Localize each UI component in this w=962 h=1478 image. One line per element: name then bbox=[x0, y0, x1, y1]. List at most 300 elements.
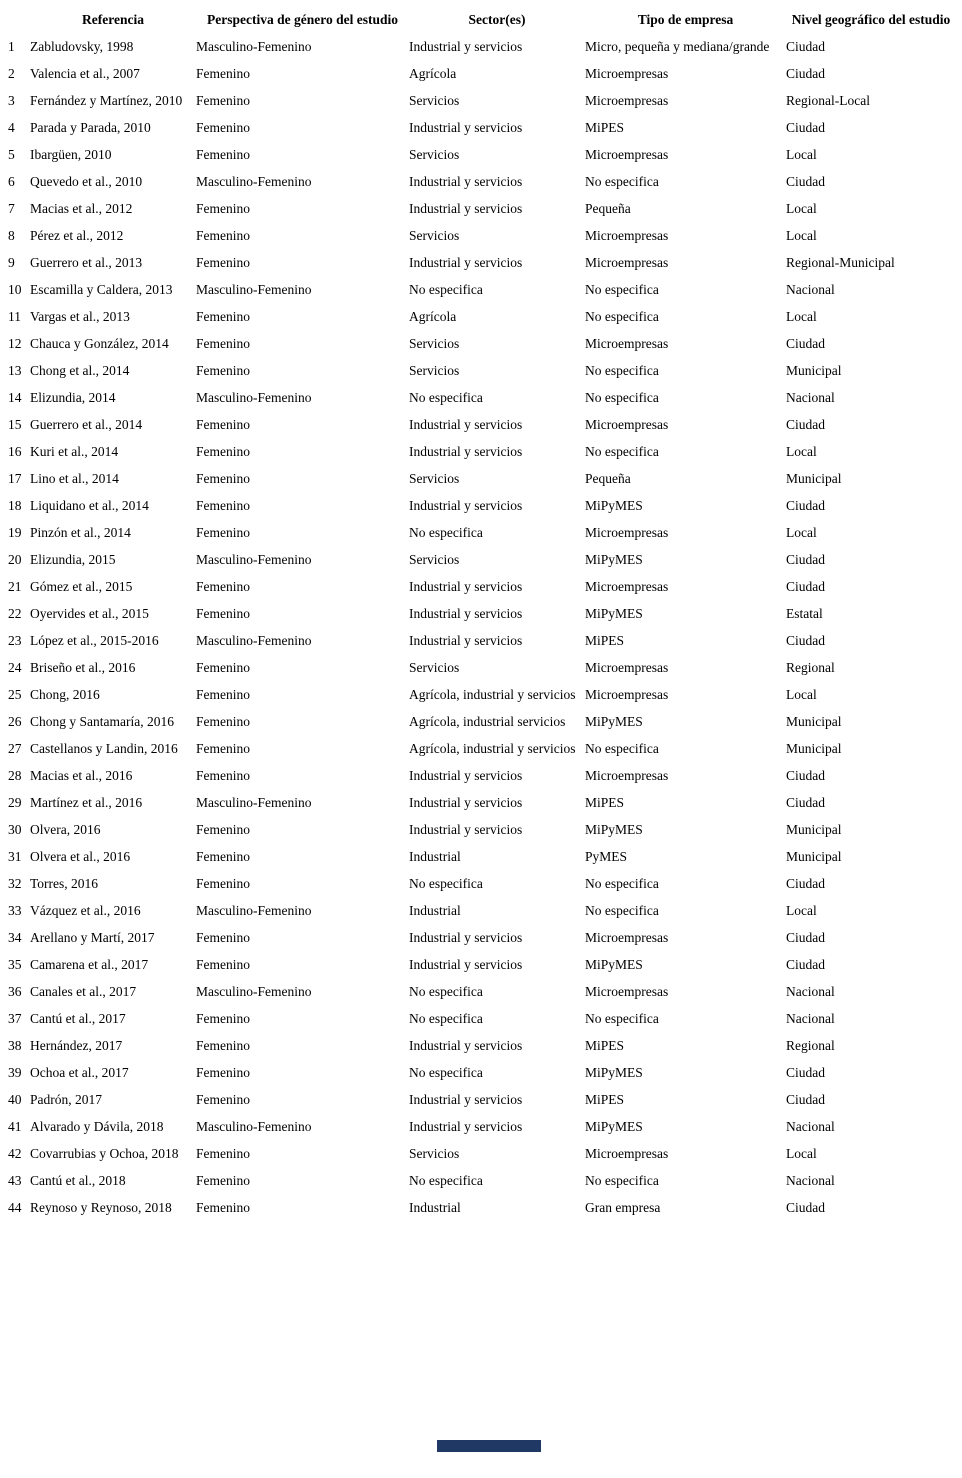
table-row bbox=[8, 492, 956, 519]
tipo-cell: Microempresas bbox=[585, 146, 669, 162]
sector-cell: Industrial y servicios bbox=[409, 956, 523, 972]
perspectiva-cell: Femenino bbox=[196, 1199, 250, 1215]
table-row bbox=[8, 735, 956, 762]
sector-cell: No especifica bbox=[409, 1172, 483, 1188]
nivel-cell: Ciudad bbox=[786, 767, 825, 783]
table-row bbox=[8, 951, 956, 978]
row-number: 30 bbox=[8, 821, 22, 837]
nivel-cell: Nacional bbox=[786, 983, 835, 999]
referencia-cell: Padrón, 2017 bbox=[30, 1091, 102, 1107]
sector-cell: Industrial y servicios bbox=[409, 173, 523, 189]
referencia-cell: Chong, 2016 bbox=[30, 686, 100, 702]
tipo-cell: MiPyMES bbox=[585, 497, 643, 513]
perspectiva-cell: Femenino bbox=[196, 875, 250, 891]
nivel-cell: Ciudad bbox=[786, 1091, 825, 1107]
table-row bbox=[8, 87, 956, 114]
referencia-cell: Olvera, 2016 bbox=[30, 821, 101, 837]
table-row bbox=[8, 222, 956, 249]
table-row bbox=[8, 1059, 956, 1086]
column-header-tipo: Tipo de empresa bbox=[637, 12, 734, 27]
row-number: 11 bbox=[8, 308, 21, 324]
sector-cell: Industrial y servicios bbox=[409, 497, 523, 513]
tipo-cell: Microempresas bbox=[585, 767, 669, 783]
nivel-cell: Nacional bbox=[786, 1118, 835, 1134]
perspectiva-cell: Femenino bbox=[196, 1037, 250, 1053]
nivel-cell: Local bbox=[786, 308, 817, 324]
tipo-cell: No especifica bbox=[585, 1172, 659, 1188]
table-row bbox=[8, 519, 956, 546]
sector-cell: Industrial y servicios bbox=[409, 929, 523, 945]
referencia-cell: Escamilla y Caldera, 2013 bbox=[30, 281, 173, 297]
table-row bbox=[8, 573, 956, 600]
tipo-cell: MiPES bbox=[585, 119, 625, 135]
referencia-cell: Reynoso y Reynoso, 2018 bbox=[30, 1199, 172, 1215]
table-row bbox=[8, 897, 956, 924]
perspectiva-cell: Femenino bbox=[196, 578, 250, 594]
nivel-cell: Ciudad bbox=[786, 632, 825, 648]
nivel-cell: Ciudad bbox=[786, 1199, 825, 1215]
table-row bbox=[8, 168, 956, 195]
tipo-cell: No especifica bbox=[585, 389, 659, 405]
referencia-cell: Briseño et al., 2016 bbox=[30, 659, 136, 675]
row-number: 17 bbox=[8, 470, 22, 486]
sector-cell: Industrial y servicios bbox=[409, 443, 523, 459]
row-number: 41 bbox=[8, 1118, 22, 1134]
table-row bbox=[8, 1005, 956, 1032]
table-row bbox=[8, 438, 956, 465]
sector-cell: Industrial y servicios bbox=[409, 38, 523, 54]
tipo-cell: PyMES bbox=[585, 848, 628, 864]
nivel-cell: Ciudad bbox=[786, 1064, 825, 1080]
referencia-cell: López et al., 2015-2016 bbox=[30, 632, 159, 648]
row-number: 27 bbox=[8, 740, 22, 756]
tipo-cell: Microempresas bbox=[585, 416, 669, 432]
sector-cell: Industrial y servicios bbox=[409, 119, 523, 135]
referencia-cell: Macias et al., 2016 bbox=[30, 767, 133, 783]
perspectiva-cell: Femenino bbox=[196, 65, 250, 81]
perspectiva-cell: Femenino bbox=[196, 146, 250, 162]
tipo-cell: Microempresas bbox=[585, 686, 669, 702]
perspectiva-cell: Masculino-Femenino bbox=[196, 38, 312, 54]
sector-cell: Industrial bbox=[409, 902, 461, 918]
row-number: 26 bbox=[8, 713, 22, 729]
referencia-cell: Gómez et al., 2015 bbox=[30, 578, 133, 594]
perspectiva-cell: Femenino bbox=[196, 524, 250, 540]
row-number: 22 bbox=[8, 605, 22, 621]
nivel-cell: Nacional bbox=[786, 281, 835, 297]
tipo-cell: No especifica bbox=[585, 281, 659, 297]
table-row bbox=[8, 654, 956, 681]
row-number: 4 bbox=[8, 119, 15, 135]
table-row bbox=[8, 33, 956, 60]
row-number: 14 bbox=[8, 389, 22, 405]
table-row bbox=[8, 303, 956, 330]
sector-cell: Industrial bbox=[409, 848, 461, 864]
sector-cell: Agrícola, industrial y servicios bbox=[409, 686, 576, 702]
row-number: 19 bbox=[8, 524, 22, 540]
sector-cell: No especifica bbox=[409, 524, 483, 540]
perspectiva-cell: Masculino-Femenino bbox=[196, 1118, 312, 1134]
row-number: 37 bbox=[8, 1010, 22, 1026]
tipo-cell: No especifica bbox=[585, 173, 659, 189]
perspectiva-cell: Femenino bbox=[196, 92, 250, 108]
column-header-nivel: Nivel geográfico del estudio bbox=[791, 12, 951, 27]
row-number: 32 bbox=[8, 875, 22, 891]
tipo-cell: MiPyMES bbox=[585, 551, 643, 567]
row-number: 36 bbox=[8, 983, 22, 999]
nivel-cell: Local bbox=[786, 227, 817, 243]
nivel-cell: Ciudad bbox=[786, 497, 825, 513]
sector-cell: Servicios bbox=[409, 92, 460, 108]
row-number: 33 bbox=[8, 902, 22, 918]
table-row bbox=[8, 843, 956, 870]
nivel-cell: Local bbox=[786, 686, 817, 702]
table-row bbox=[8, 924, 956, 951]
referencia-cell: Kuri et al., 2014 bbox=[30, 443, 119, 459]
nivel-cell: Ciudad bbox=[786, 929, 825, 945]
perspectiva-cell: Femenino bbox=[196, 416, 250, 432]
row-number: 25 bbox=[8, 686, 22, 702]
tipo-cell: Microempresas bbox=[585, 335, 669, 351]
tipo-cell: No especifica bbox=[585, 740, 659, 756]
referencia-cell: Vargas et al., 2013 bbox=[30, 308, 130, 324]
nivel-cell: Local bbox=[786, 1145, 817, 1161]
table-row bbox=[8, 762, 956, 789]
perspectiva-cell: Masculino-Femenino bbox=[196, 902, 312, 918]
perspectiva-cell: Masculino-Femenino bbox=[196, 281, 312, 297]
table-row bbox=[8, 114, 956, 141]
table-row bbox=[8, 249, 956, 276]
table-row bbox=[8, 789, 956, 816]
perspectiva-cell: Femenino bbox=[196, 1064, 250, 1080]
table-row bbox=[8, 600, 956, 627]
nivel-cell: Ciudad bbox=[786, 794, 825, 810]
referencia-cell: Elizundia, 2014 bbox=[30, 389, 116, 405]
tipo-cell: Microempresas bbox=[585, 659, 669, 675]
table-row bbox=[8, 627, 956, 654]
sector-cell: Industrial y servicios bbox=[409, 1037, 523, 1053]
nivel-cell: Ciudad bbox=[786, 65, 825, 81]
sector-cell: Servicios bbox=[409, 227, 460, 243]
row-number: 40 bbox=[8, 1091, 22, 1107]
tipo-cell: No especifica bbox=[585, 362, 659, 378]
sector-cell: Industrial y servicios bbox=[409, 821, 523, 837]
sector-cell: Agrícola, industrial servicios bbox=[409, 713, 566, 729]
sector-cell: Servicios bbox=[409, 335, 460, 351]
referencia-cell: Chong y Santamaría, 2016 bbox=[30, 713, 174, 729]
tipo-cell: Gran empresa bbox=[585, 1199, 661, 1215]
referencia-cell: Cantú et al., 2017 bbox=[30, 1010, 126, 1026]
row-number: 15 bbox=[8, 416, 22, 432]
nivel-cell: Ciudad bbox=[786, 875, 825, 891]
tipo-cell: Micro, pequeña y mediana/grande bbox=[585, 38, 770, 54]
tipo-cell: No especifica bbox=[585, 902, 659, 918]
tipo-cell: MiPyMES bbox=[585, 713, 643, 729]
perspectiva-cell: Femenino bbox=[196, 119, 250, 135]
perspectiva-cell: Femenino bbox=[196, 470, 250, 486]
nivel-cell: Local bbox=[786, 146, 817, 162]
tipo-cell: MiPyMES bbox=[585, 956, 643, 972]
sector-cell: Industrial y servicios bbox=[409, 1091, 523, 1107]
referencia-cell: Chong et al., 2014 bbox=[30, 362, 130, 378]
referencia-cell: Covarrubias y Ochoa, 2018 bbox=[30, 1145, 179, 1161]
table-row bbox=[8, 1167, 956, 1194]
perspectiva-cell: Femenino bbox=[196, 956, 250, 972]
perspectiva-cell: Masculino-Femenino bbox=[196, 551, 312, 567]
row-number: 28 bbox=[8, 767, 22, 783]
table-row bbox=[8, 1194, 956, 1221]
sector-cell: Servicios bbox=[409, 362, 460, 378]
nivel-cell: Municipal bbox=[786, 740, 842, 756]
table-row bbox=[8, 1113, 956, 1140]
nivel-cell: Local bbox=[786, 443, 817, 459]
row-number: 38 bbox=[8, 1037, 22, 1053]
table-row bbox=[8, 276, 956, 303]
perspectiva-cell: Femenino bbox=[196, 200, 250, 216]
sector-cell: Servicios bbox=[409, 659, 460, 675]
perspectiva-cell: Femenino bbox=[196, 362, 250, 378]
row-number: 5 bbox=[8, 146, 15, 162]
sector-cell: Industrial y servicios bbox=[409, 578, 523, 594]
referencia-cell: Fernández y Martínez, 2010 bbox=[30, 92, 183, 108]
table-row bbox=[8, 978, 956, 1005]
nivel-cell: Regional-Municipal bbox=[786, 254, 895, 270]
perspectiva-cell: Femenino bbox=[196, 767, 250, 783]
referencia-cell: Elizundia, 2015 bbox=[30, 551, 116, 567]
nivel-cell: Ciudad bbox=[786, 38, 825, 54]
sector-cell: Servicios bbox=[409, 551, 460, 567]
table-row bbox=[8, 1086, 956, 1113]
tipo-cell: MiPES bbox=[585, 1037, 625, 1053]
perspectiva-cell: Femenino bbox=[196, 1172, 250, 1188]
table-row bbox=[8, 357, 956, 384]
table-row bbox=[8, 1140, 956, 1167]
row-number: 7 bbox=[8, 200, 15, 216]
table-row bbox=[8, 60, 956, 87]
sector-cell: Agrícola, industrial y servicios bbox=[409, 740, 576, 756]
tipo-cell: Microempresas bbox=[585, 524, 669, 540]
row-number: 43 bbox=[8, 1172, 22, 1188]
sector-cell: Industrial y servicios bbox=[409, 767, 523, 783]
sector-cell: Industrial y servicios bbox=[409, 632, 523, 648]
row-number: 24 bbox=[8, 659, 22, 675]
tipo-cell: MiPyMES bbox=[585, 1064, 643, 1080]
nivel-cell: Ciudad bbox=[786, 416, 825, 432]
sector-cell: Servicios bbox=[409, 1145, 460, 1161]
tipo-cell: Microempresas bbox=[585, 227, 669, 243]
nivel-cell: Municipal bbox=[786, 362, 842, 378]
sector-cell: No especifica bbox=[409, 875, 483, 891]
table-row bbox=[8, 816, 956, 843]
perspectiva-cell: Femenino bbox=[196, 1091, 250, 1107]
referencia-cell: Pinzón et al., 2014 bbox=[30, 524, 131, 540]
nivel-cell: Ciudad bbox=[786, 119, 825, 135]
row-number: 39 bbox=[8, 1064, 22, 1080]
referencia-cell: Arellano y Martí, 2017 bbox=[30, 929, 155, 945]
tipo-cell: MiPES bbox=[585, 1091, 625, 1107]
tipo-cell: Microempresas bbox=[585, 983, 669, 999]
perspectiva-cell: Femenino bbox=[196, 848, 250, 864]
sector-cell: No especifica bbox=[409, 281, 483, 297]
perspectiva-cell: Femenino bbox=[196, 335, 250, 351]
sector-cell: Industrial bbox=[409, 1199, 461, 1215]
nivel-cell: Ciudad bbox=[786, 173, 825, 189]
table-row bbox=[8, 465, 956, 492]
header-row bbox=[8, 7, 956, 33]
tipo-cell: MiPyMES bbox=[585, 1118, 643, 1134]
perspectiva-cell: Masculino-Femenino bbox=[196, 983, 312, 999]
row-number: 34 bbox=[8, 929, 22, 945]
perspectiva-cell: Femenino bbox=[196, 254, 250, 270]
column-header-number bbox=[8, 7, 30, 33]
referencia-cell: Castellanos y Landin, 2016 bbox=[30, 740, 178, 756]
referencia-cell: Torres, 2016 bbox=[30, 875, 99, 891]
nivel-cell: Municipal bbox=[786, 821, 842, 837]
perspectiva-cell: Femenino bbox=[196, 1010, 250, 1026]
referencia-cell: Oyervides et al., 2015 bbox=[30, 605, 149, 621]
perspectiva-cell: Femenino bbox=[196, 929, 250, 945]
referencia-cell: Camarena et al., 2017 bbox=[30, 956, 149, 972]
row-number: 1 bbox=[8, 38, 15, 54]
row-number: 13 bbox=[8, 362, 22, 378]
perspectiva-cell: Femenino bbox=[196, 497, 250, 513]
nivel-cell: Ciudad bbox=[786, 578, 825, 594]
tipo-cell: Pequeña bbox=[585, 200, 631, 216]
nivel-cell: Municipal bbox=[786, 848, 842, 864]
sector-cell: Servicios bbox=[409, 146, 460, 162]
nivel-cell: Nacional bbox=[786, 389, 835, 405]
row-number: 6 bbox=[8, 173, 15, 189]
nivel-cell: Municipal bbox=[786, 713, 842, 729]
tipo-cell: No especifica bbox=[585, 1010, 659, 1026]
tipo-cell: Microempresas bbox=[585, 578, 669, 594]
perspectiva-cell: Femenino bbox=[196, 227, 250, 243]
row-number: 9 bbox=[8, 254, 15, 270]
row-number: 42 bbox=[8, 1145, 22, 1161]
table-row bbox=[8, 1032, 956, 1059]
nivel-cell: Nacional bbox=[786, 1172, 835, 1188]
perspectiva-cell: Femenino bbox=[196, 1145, 250, 1161]
perspectiva-cell: Masculino-Femenino bbox=[196, 389, 312, 405]
table-row bbox=[8, 141, 956, 168]
referencia-cell: Guerrero et al., 2014 bbox=[30, 416, 143, 432]
nivel-cell: Ciudad bbox=[786, 551, 825, 567]
perspectiva-cell: Femenino bbox=[196, 821, 250, 837]
column-header-sector: Sector(es) bbox=[468, 12, 526, 27]
perspectiva-cell: Femenino bbox=[196, 686, 250, 702]
referencia-cell: Valencia et al., 2007 bbox=[30, 65, 140, 81]
tipo-cell: No especifica bbox=[585, 443, 659, 459]
row-number: 16 bbox=[8, 443, 22, 459]
sector-cell: Industrial y servicios bbox=[409, 605, 523, 621]
referencia-cell: Macias et al., 2012 bbox=[30, 200, 133, 216]
tipo-cell: No especifica bbox=[585, 875, 659, 891]
sector-cell: Industrial y servicios bbox=[409, 254, 523, 270]
referencia-cell: Ochoa et al., 2017 bbox=[30, 1064, 129, 1080]
nivel-cell: Regional bbox=[786, 659, 835, 675]
tipo-cell: Microempresas bbox=[585, 1145, 669, 1161]
referencia-cell: Parada y Parada, 2010 bbox=[30, 119, 151, 135]
sector-cell: Agrícola bbox=[409, 308, 457, 324]
table-header bbox=[8, 7, 956, 33]
nivel-cell: Regional bbox=[786, 1037, 835, 1053]
table-row bbox=[8, 546, 956, 573]
table-row bbox=[8, 330, 956, 357]
tipo-cell: No especifica bbox=[585, 308, 659, 324]
row-number: 35 bbox=[8, 956, 22, 972]
row-number: 23 bbox=[8, 632, 22, 648]
referencia-cell: Zabludovsky, 1998 bbox=[30, 38, 134, 54]
referencia-cell: Ibargüen, 2010 bbox=[30, 146, 112, 162]
sector-cell: No especifica bbox=[409, 983, 483, 999]
row-number: 10 bbox=[8, 281, 22, 297]
referencia-cell: Canales et al., 2017 bbox=[30, 983, 137, 999]
row-number: 3 bbox=[8, 92, 15, 108]
sector-cell: Industrial y servicios bbox=[409, 1118, 523, 1134]
referencia-cell: Hernández, 2017 bbox=[30, 1037, 123, 1053]
table-row bbox=[8, 681, 956, 708]
nivel-cell: Local bbox=[786, 200, 817, 216]
perspectiva-cell: Femenino bbox=[196, 308, 250, 324]
tipo-cell: Microempresas bbox=[585, 254, 669, 270]
tipo-cell: Pequeña bbox=[585, 470, 631, 486]
nivel-cell: Ciudad bbox=[786, 335, 825, 351]
referencia-cell: Cantú et al., 2018 bbox=[30, 1172, 126, 1188]
table-row bbox=[8, 195, 956, 222]
column-header-referencia: Referencia bbox=[82, 12, 144, 27]
referencia-cell: Quevedo et al., 2010 bbox=[30, 173, 143, 189]
sector-cell: Industrial y servicios bbox=[409, 794, 523, 810]
referencia-cell: Pérez et al., 2012 bbox=[30, 227, 124, 243]
sector-cell: Servicios bbox=[409, 470, 460, 486]
referencia-cell: Vázquez et al., 2016 bbox=[30, 902, 141, 918]
referencia-cell: Lino et al., 2014 bbox=[30, 470, 119, 486]
row-number: 2 bbox=[8, 65, 15, 81]
nivel-cell: Ciudad bbox=[786, 956, 825, 972]
row-number: 29 bbox=[8, 794, 22, 810]
row-number: 8 bbox=[8, 227, 15, 243]
tipo-cell: MiPES bbox=[585, 794, 625, 810]
referencia-cell: Liquidano et al., 2014 bbox=[30, 497, 149, 513]
perspectiva-cell: Masculino-Femenino bbox=[196, 173, 312, 189]
referencia-cell: Alvarado y Dávila, 2018 bbox=[30, 1118, 164, 1134]
tipo-cell: MiPyMES bbox=[585, 605, 643, 621]
nivel-cell: Local bbox=[786, 902, 817, 918]
sector-cell: Agrícola bbox=[409, 65, 457, 81]
sector-cell: Industrial y servicios bbox=[409, 200, 523, 216]
row-number: 31 bbox=[8, 848, 22, 864]
studies-table-body bbox=[8, 33, 956, 1221]
tipo-cell: Microempresas bbox=[585, 92, 669, 108]
nivel-cell: Municipal bbox=[786, 470, 842, 486]
row-number: 21 bbox=[8, 578, 22, 594]
nivel-cell: Nacional bbox=[786, 1010, 835, 1026]
row-number: 20 bbox=[8, 551, 22, 567]
perspectiva-cell: Femenino bbox=[196, 443, 250, 459]
row-number: 12 bbox=[8, 335, 22, 351]
table-row bbox=[8, 708, 956, 735]
referencia-cell: Chauca y González, 2014 bbox=[30, 335, 169, 351]
nivel-cell: Local bbox=[786, 524, 817, 540]
table-row bbox=[8, 384, 956, 411]
sector-cell: No especifica bbox=[409, 1010, 483, 1026]
table-row bbox=[8, 870, 956, 897]
referencia-cell: Martínez et al., 2016 bbox=[30, 794, 143, 810]
perspectiva-cell: Masculino-Femenino bbox=[196, 632, 312, 648]
row-number: 44 bbox=[8, 1199, 22, 1215]
perspectiva-cell: Femenino bbox=[196, 740, 250, 756]
nivel-cell: Estatal bbox=[786, 605, 823, 621]
